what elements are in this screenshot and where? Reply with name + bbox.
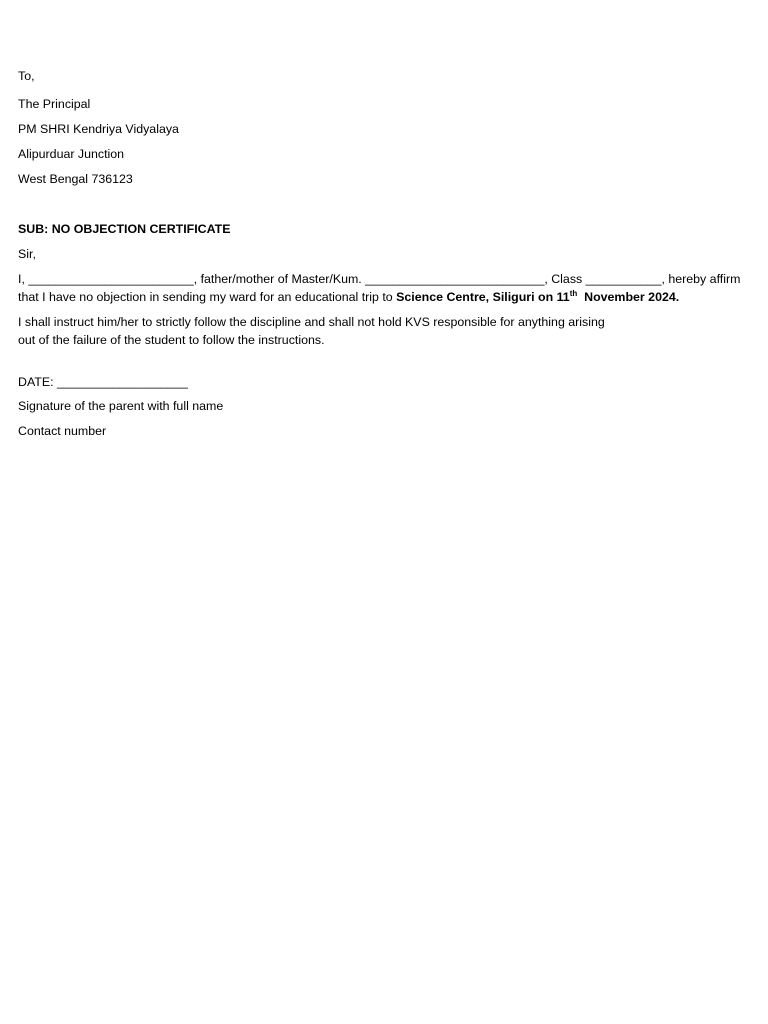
date-field: DATE: ___________________ xyxy=(18,375,188,389)
contact-label: Contact number xyxy=(18,424,107,438)
subject-line: SUB: NO OBJECTION CERTIFICATE xyxy=(18,222,231,236)
declaration-text: that I have no objection in sending my ward for an educational trip to xyxy=(18,290,397,304)
declaration-line-2 xyxy=(18,289,679,305)
undertaking-line-1: I shall instruct him/her to strictly follow the discipline and shall not hold KVS responsible for anything arising xyxy=(18,315,605,329)
undertaking-line-2: out of the failure of the student to follow the instructions. xyxy=(18,333,325,347)
trip-date: November 2024. xyxy=(577,290,680,304)
greeting: Sir, xyxy=(18,247,36,261)
recipient-school: PM SHRI Kendriya Vidyalaya xyxy=(18,122,179,136)
declaration-line-1: I, ________________________, father/mother of Master/Kum. __________________________, Class ___________, hereby affirm xyxy=(18,272,741,286)
signature-label: Signature of the parent with full name xyxy=(18,399,224,413)
date-ordinal-suffix: th xyxy=(569,289,578,298)
trip-destination: Science Centre, Siliguri on 11 xyxy=(396,290,570,304)
salutation-to: To, xyxy=(18,69,35,83)
recipient-location: Alipurduar Junction xyxy=(18,147,125,161)
recipient-state-pin: West Bengal 736123 xyxy=(18,172,133,186)
recipient-title: The Principal xyxy=(18,97,91,111)
